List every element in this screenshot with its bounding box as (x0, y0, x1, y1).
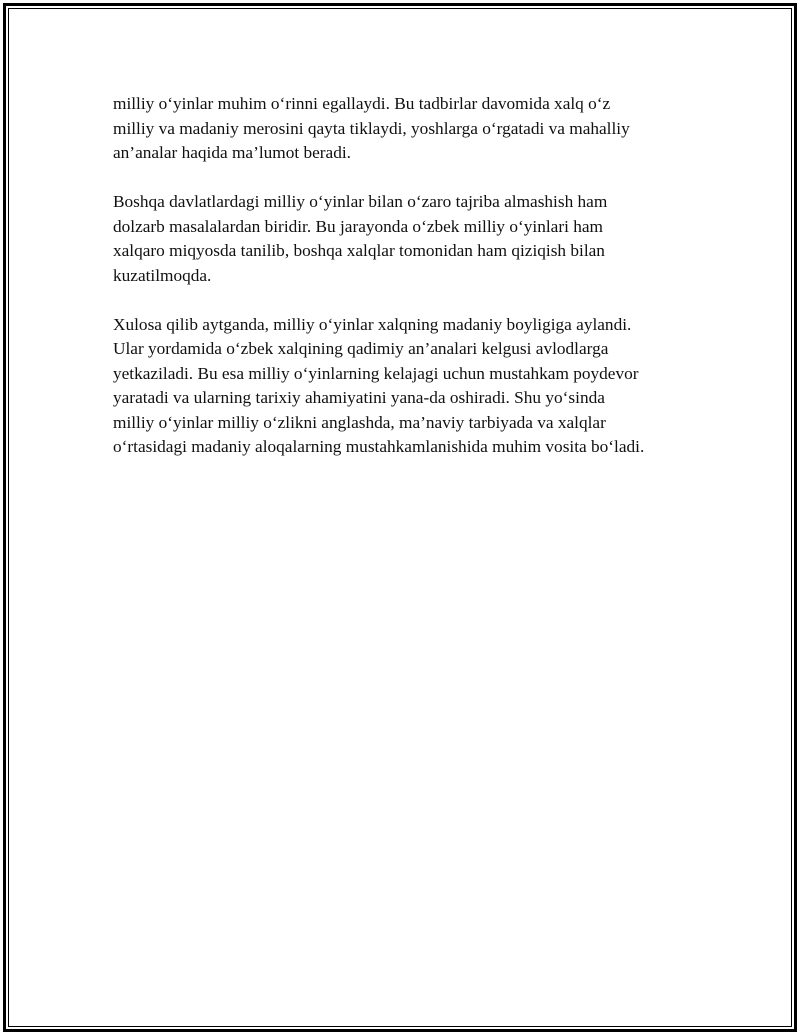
text-line: Boshqa davlatlardagi milliy oʻyinlar bilan oʻzaro tajriba almashish ham (113, 192, 608, 211)
paragraph-2 (113, 190, 713, 288)
text-line: an’analar haqida ma’lumot beradi. (113, 143, 351, 162)
text-line: Ular yordamida oʻzbek xalqining qadimiy an’analari kelgusi avlodlarga (113, 339, 609, 358)
text-line: xalqaro miqyosda tanilib, boshqa xalqlar tomonidan ham qiziqish bilan (113, 241, 605, 260)
text-line: yetkaziladi. Bu esa milliy oʻyinlarning kelajagi uchun mustahkam poydevor (113, 363, 639, 383)
text-line: yaratadi va ularning tarixiy ahamiyatini yana-da oshiradi. Shu yoʻsinda (113, 388, 605, 407)
text-line: milliy oʻyinlar muhim oʻrinni egallaydi. Bu tadbirlar davomida xalq oʻz (113, 94, 611, 113)
text-line: kuzatilmoqda. (113, 265, 212, 285)
text-line: dolzarb masalalardan biridir. Bu jarayonda oʻzbek milliy oʻyinlari ham (113, 216, 603, 236)
text-line: Xulosa qilib aytganda, milliy oʻyinlar xalqning madaniy boyligiga aylandi. (113, 314, 632, 334)
text-line: milliy oʻyinlar milliy oʻzlikni anglashda, ma’naviy tarbiyada va xalqlar (113, 412, 606, 432)
text-line: milliy va madaniy merosini qayta tiklaydi, yoshlarga oʻrgatadi va mahalliy (113, 118, 630, 138)
document-body (113, 92, 713, 484)
text-line: oʻrtasidagi madaniy aloqalarning mustahkamlanishida muhim vosita boʻladi. (113, 437, 645, 456)
paragraph-1 (113, 92, 713, 166)
paragraph-3 (113, 313, 713, 460)
